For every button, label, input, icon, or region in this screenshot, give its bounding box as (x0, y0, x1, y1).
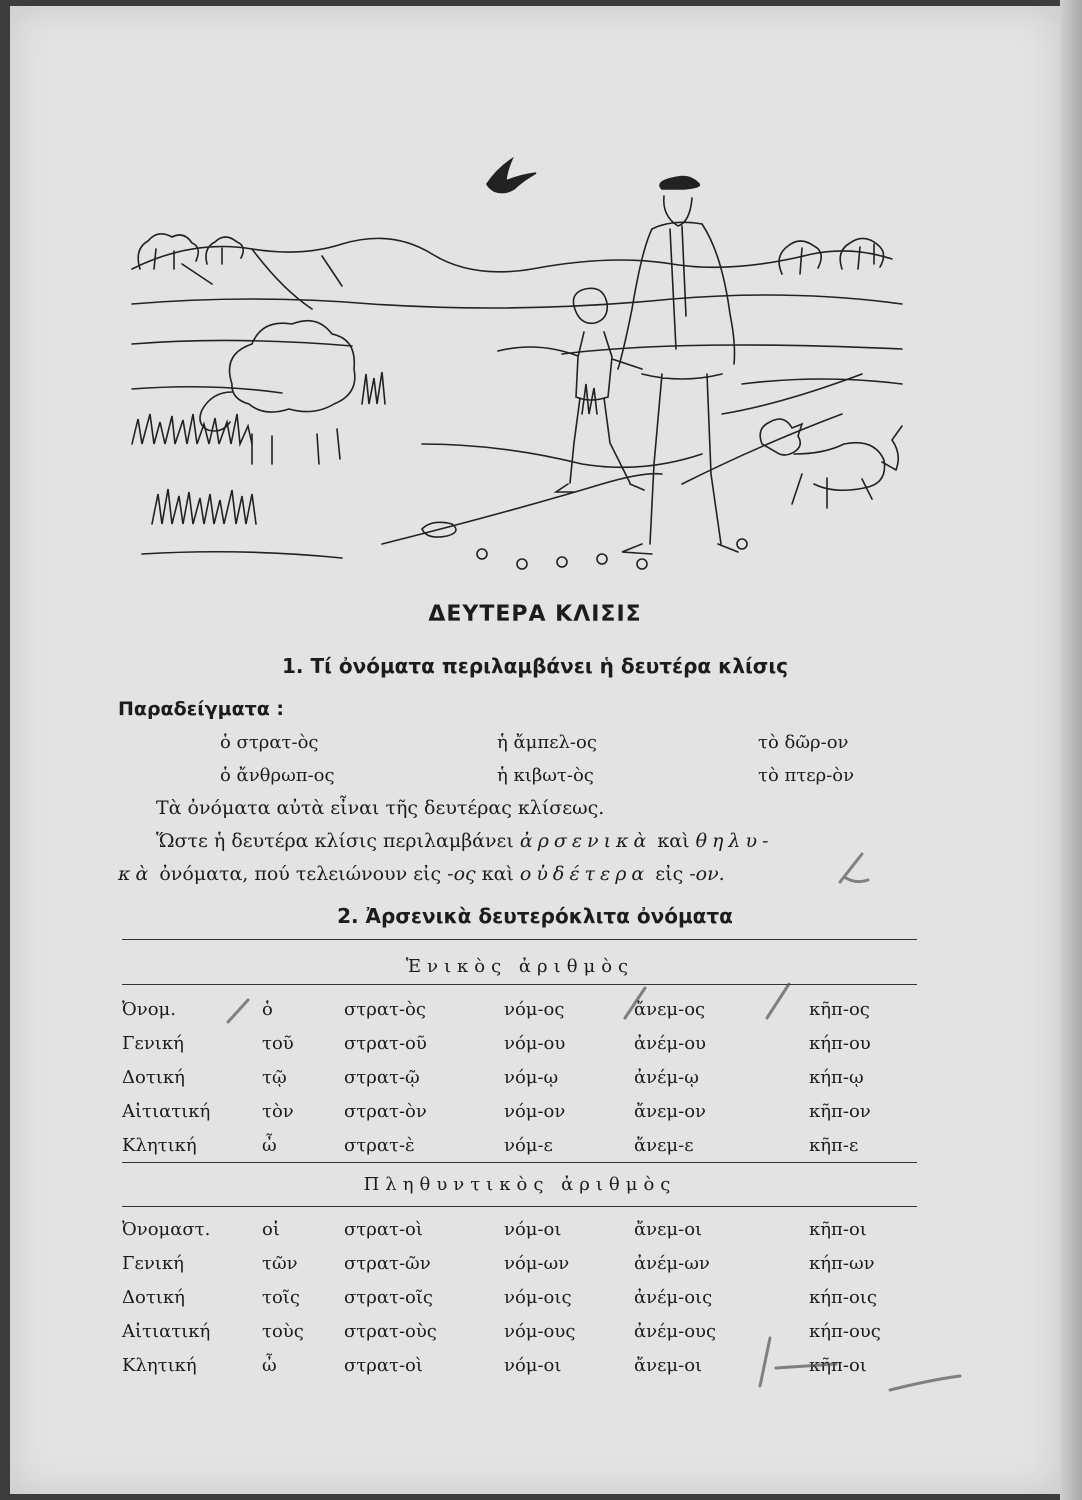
para2-text-e: εἰς (649, 863, 690, 885)
plural-declension-table (122, 1212, 917, 1382)
kipos-form: κῆπ-οι (809, 1354, 867, 1376)
table-row (122, 1094, 917, 1128)
article: οἱ (262, 1218, 280, 1240)
main-title: ΔΕΥΤΕΡΑ ΚΛΙΣΙΣ (428, 602, 642, 627)
table-row (122, 1246, 917, 1280)
example-neut-1: τὸ δῶρ-ον (758, 732, 849, 753)
nomos-form: νόμ-ε (504, 1134, 553, 1156)
stratos-form: στρατ-ῷ (344, 1066, 420, 1088)
table-rule (122, 1162, 917, 1163)
suffix-os: -ος (447, 863, 476, 885)
example-masc-1: ὁ στρατ-ὸς (220, 732, 319, 753)
nomos-form: νόμ-οι (504, 1218, 562, 1240)
nomos-form: νόμ-ῳ (504, 1066, 559, 1088)
stratos-form: στρατ-ῶν (344, 1252, 431, 1274)
kipos-form: κήπ-ων (809, 1252, 875, 1274)
para2-text-b: καὶ (651, 830, 696, 852)
para2-text-d: καὶ (475, 863, 520, 885)
kipos-form: κήπ-οις (809, 1286, 877, 1308)
hills (132, 238, 892, 271)
man (618, 177, 738, 554)
word-feminine-part2: κὰ (118, 863, 154, 885)
section-1-title: 1. Τί ὀνόματα περιλαμβάνει ἡ δευτέρα κλίσις (281, 654, 789, 678)
paragraph-2-line-1 (156, 830, 773, 852)
para2-text-c: ὀνόματα, πού τελειώνουν εἰς (153, 863, 448, 885)
stratos-form: στρατ-οῦ (344, 1032, 427, 1054)
plural-caption: Πληθυντικὸς ἀριθμὸς (363, 1174, 677, 1195)
suffix-on: -ον. (689, 863, 725, 885)
example-neut-2: τὸ πτερ-ὸν (758, 765, 855, 786)
paragraph-2-line-2 (118, 863, 725, 885)
anemos-form: ἄνεμ-ος (634, 998, 706, 1020)
table-row (122, 1060, 917, 1094)
paragraph-1: Τὰ ὀνόματα αὐτὰ εἶναι τῆς δευτέρας κλίσεως. (156, 797, 605, 819)
swallow-icon (487, 159, 536, 193)
stratos-form: στρατ-οῖς (344, 1286, 433, 1308)
example-fem-2: ἡ κιβωτ-ὸς (497, 765, 594, 786)
kipos-form: κῆπ-ον (809, 1100, 871, 1122)
case-name: Ὀνομ. (122, 998, 176, 1020)
word-feminine-part1: θηλυ- (695, 830, 774, 852)
table-row (122, 1314, 917, 1348)
nomos-form: νόμ-οις (504, 1286, 572, 1308)
anemos-form: ἀνέμ-οις (634, 1286, 713, 1308)
kipos-form: κῆπ-ε (809, 1134, 859, 1156)
word-neuter: οὐδέτερα (519, 863, 650, 885)
anemos-form: ἀνέμ-ῳ (634, 1066, 699, 1088)
nomos-form: νόμ-ου (504, 1032, 566, 1054)
kipos-form: κήπ-ους (809, 1320, 881, 1342)
table-row (122, 1128, 917, 1162)
anemos-form: ἄνεμ-οι (634, 1218, 703, 1240)
stratos-form: στρατ-οὺς (344, 1320, 437, 1342)
case-name: Δοτική (122, 1286, 185, 1308)
case-name: Γενική (122, 1252, 184, 1274)
table-rule (122, 1206, 917, 1207)
case-name: Κλητική (122, 1134, 197, 1156)
kipos-form: κήπ-ῳ (809, 1066, 864, 1088)
singular-caption: Ἑνικὸς ἀριθμὸς (405, 956, 635, 977)
table-row (122, 1212, 917, 1246)
case-name: Δοτική (122, 1066, 185, 1088)
anemos-form: ἀνέμ-ου (634, 1032, 706, 1054)
article: τοῖς (262, 1286, 300, 1308)
stratos-form: στρατ-οὶ (344, 1218, 423, 1240)
example-masc-2: ὁ ἄνθρωπ-ος (220, 765, 335, 786)
field-illustration (122, 144, 912, 576)
anemos-form: ἄνεμ-ον (634, 1100, 706, 1122)
table-row (122, 1280, 917, 1314)
anemos-form: ἀνέμ-ων (634, 1252, 710, 1274)
article: τὸν (262, 1100, 294, 1122)
stratos-form: στρατ-οὶ (344, 1354, 423, 1376)
kipos-form: κῆπ-οι (809, 1218, 867, 1240)
nomos-form: νόμ-οι (504, 1354, 562, 1376)
nomos-form: νόμ-ων (504, 1252, 570, 1274)
singular-declension-table (122, 992, 917, 1162)
anemos-form: ἄνεμ-ε (634, 1134, 694, 1156)
kipos-form: κήπ-ου (809, 1032, 871, 1054)
article: τοὺς (262, 1320, 304, 1342)
case-name: Γενική (122, 1032, 184, 1054)
dog (760, 419, 902, 508)
article: τοῦ (262, 1032, 294, 1054)
table-row (122, 1348, 917, 1382)
article: ὦ (262, 1354, 277, 1376)
article: ὁ (262, 998, 273, 1020)
anemos-form: ἄνεμ-οι (634, 1354, 703, 1376)
anemos-form: ἀνέμ-ους (634, 1320, 717, 1342)
case-name: Ὀνομαστ. (122, 1218, 211, 1240)
nomos-form: νόμ-ον (504, 1100, 566, 1122)
case-name: Αἰτιατική (122, 1100, 211, 1122)
nomos-form: νόμ-ος (504, 998, 565, 1020)
case-name: Κλητική (122, 1354, 197, 1376)
section-2-title: 2. Ἀρσενικὰ δευτερόκλιτα ὀνόματα (337, 904, 733, 928)
kipos-form: κῆπ-ος (809, 998, 870, 1020)
stratos-form: στρατ-ὲ (344, 1134, 415, 1156)
example-fem-1: ἡ ἄμπελ-ος (497, 732, 597, 753)
article: τῷ (262, 1066, 287, 1088)
table-rule (122, 939, 917, 940)
table-row (122, 1026, 917, 1060)
page-edge (1060, 0, 1082, 1500)
nomos-form: νόμ-ους (504, 1320, 576, 1342)
table-row (122, 992, 917, 1026)
para2-text-a: Ὥστε ἡ δευτέρα κλίσις περιλαμβάνει (156, 830, 520, 852)
examples-label: Παραδείγματα : (118, 698, 285, 720)
book-page (10, 6, 1060, 1494)
word-masculine: ἀρσενικὰ (519, 830, 652, 852)
article: τῶν (262, 1252, 298, 1274)
stratos-form: στρατ-ὸν (344, 1100, 427, 1122)
stratos-form: στρατ-ὸς (344, 998, 426, 1020)
table-rule (122, 984, 917, 985)
case-name: Αἰτιατική (122, 1320, 211, 1342)
article: ὦ (262, 1134, 277, 1156)
